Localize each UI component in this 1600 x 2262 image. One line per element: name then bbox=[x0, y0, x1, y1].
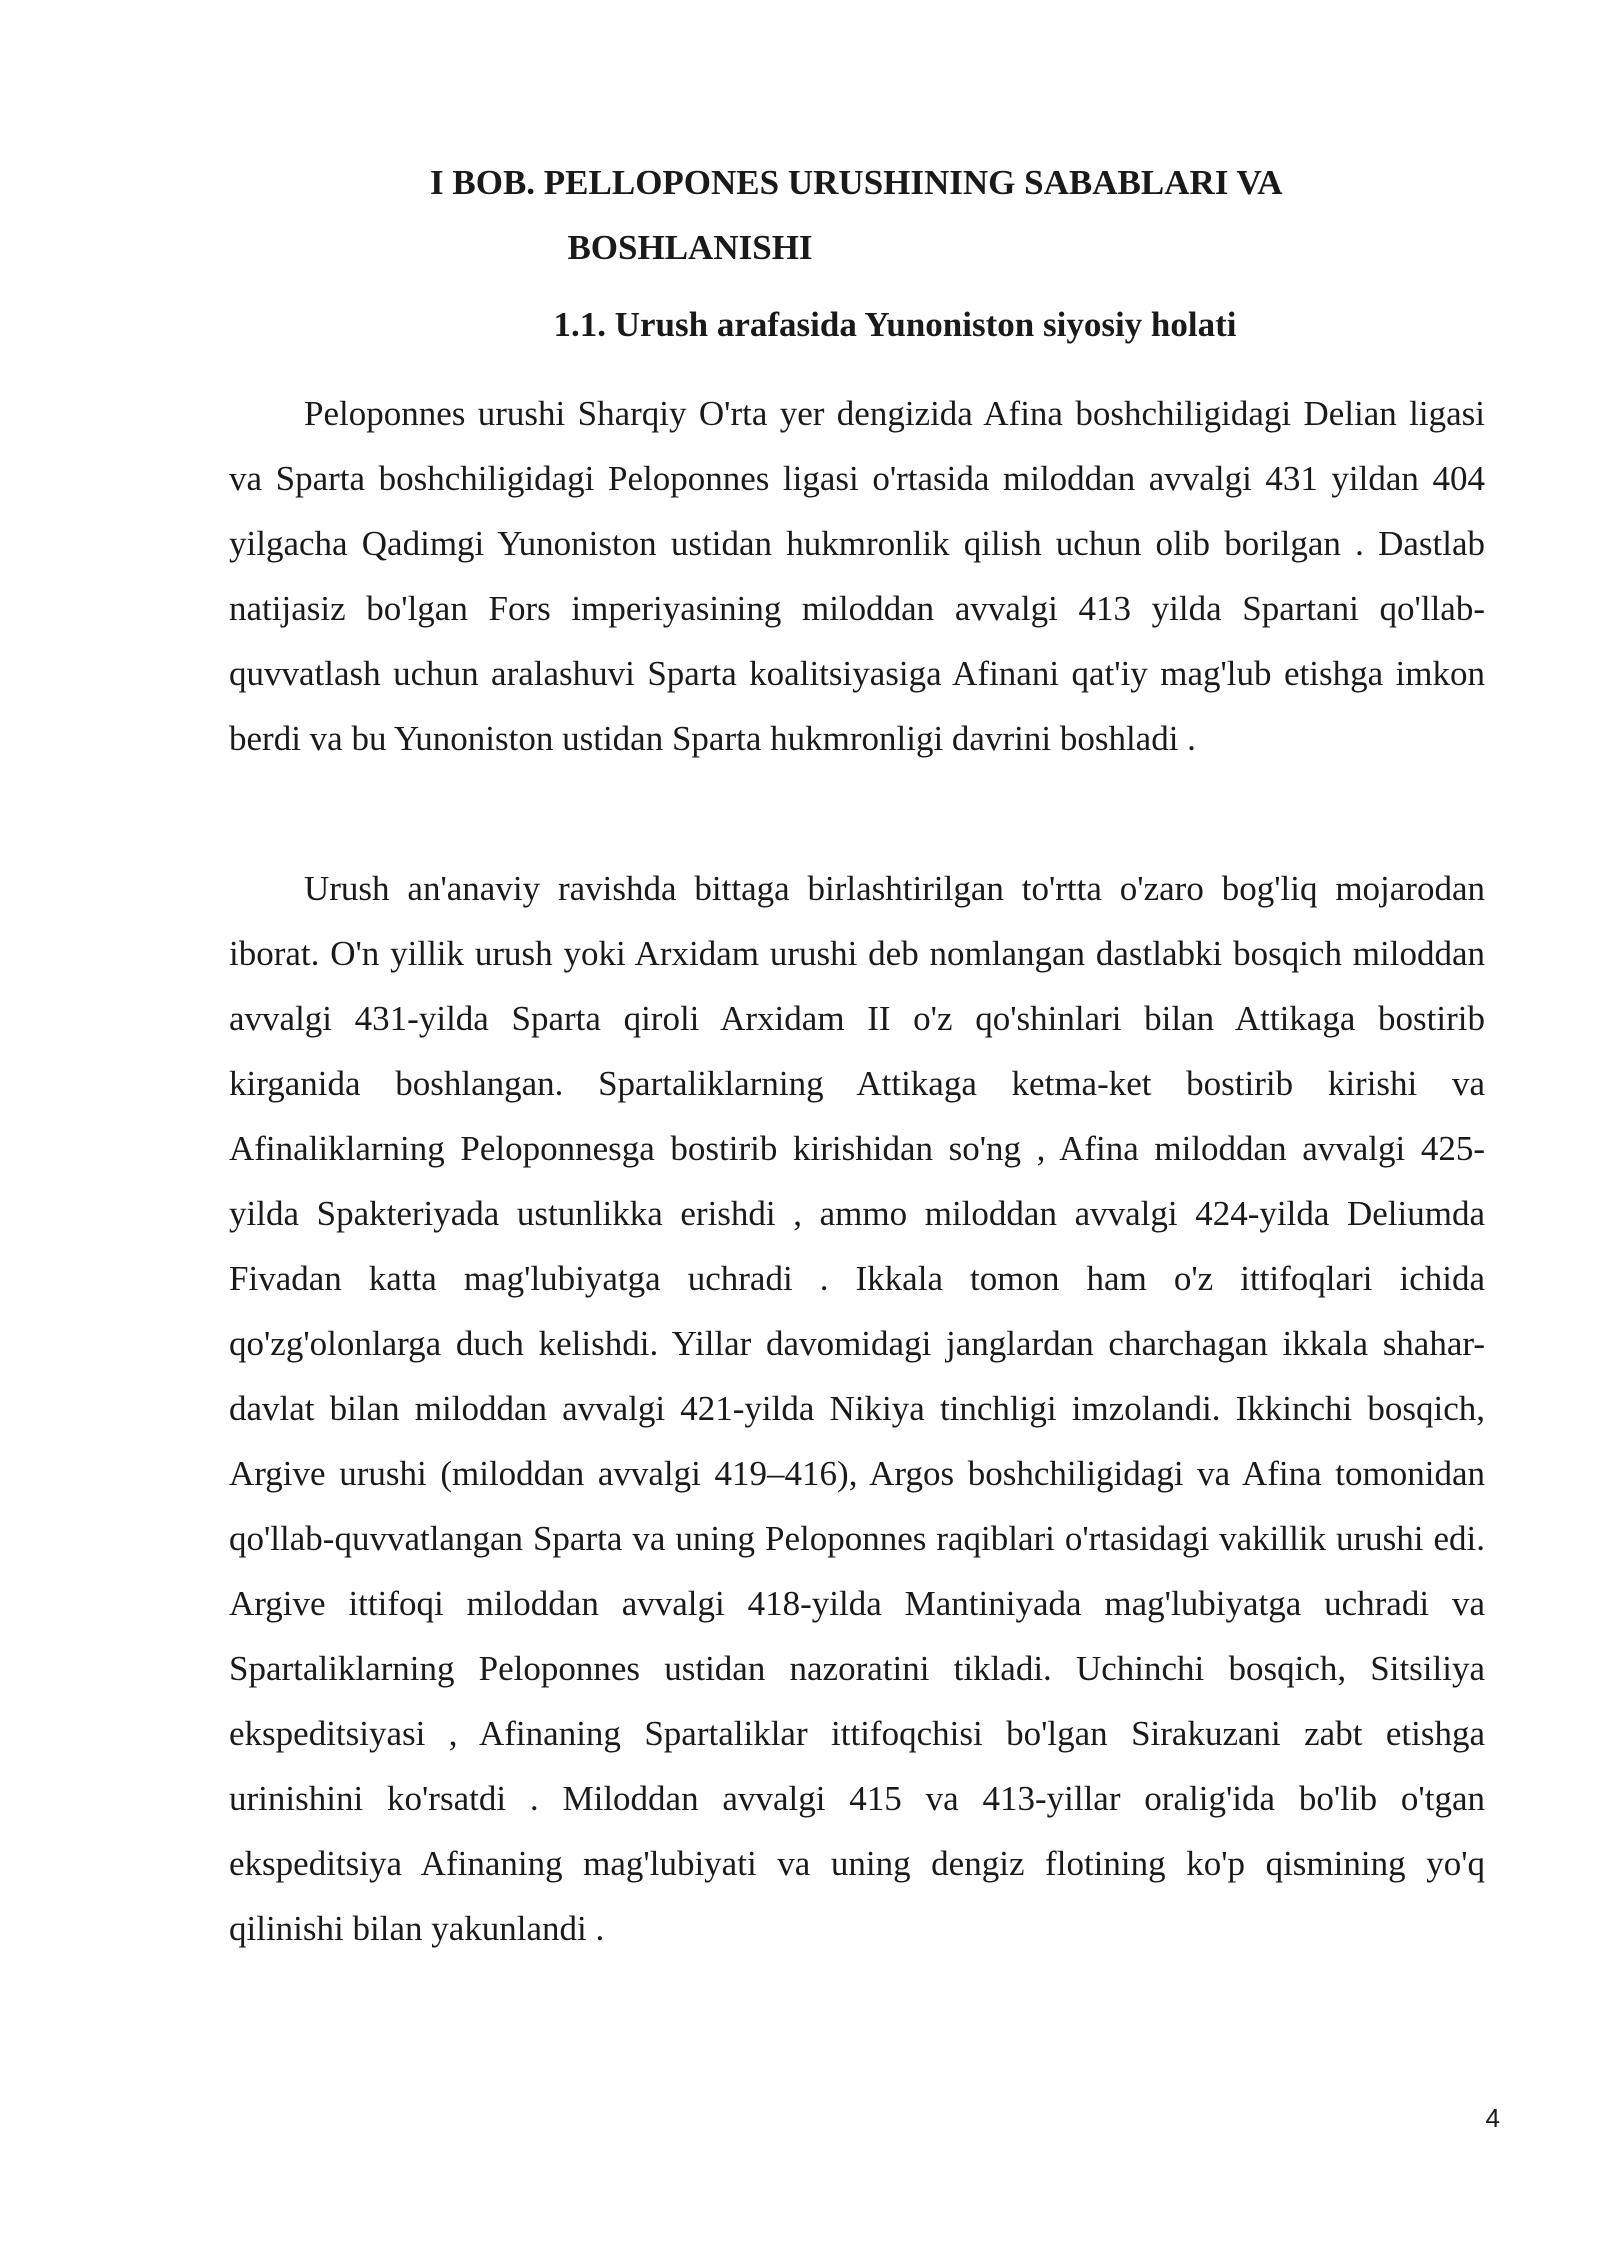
section-title: 1.1. Urush arafasida Yunoniston siyosiy holati bbox=[553, 305, 1237, 344]
body-paragraph-2: Urush an'anaviy ravishda bittaga birlashtirilgan to'rtta o'zaro bog'liq mojarodan iborat. O'n yillik urush yoki Arxidam urushi deb nomlangan dastlabki bosqich miloddan avvalgi 431-yilda Sparta qiroli Arxidam II o'z qo'shinlari bilan Attikaga bostirib kirganida boshlangan. Spartaliklarning Attikaga ketma-ket bostirib kirishi va Afinaliklarning Peloponnesga bostirib kirishidan so'ng , Afina miloddan avvalgi 425-yilda Spakteriyada ustunlikka erishdi , ammo miloddan avvalgi 424-yilda Deliumda Fivadan katta mag'lubiyatga uchradi . Ikkala tomon ham o'z ittifoqlari ichida qo'zg'olonlarga duch kelishdi. Yillar davomidagi janglardan charchagan ikkala shahar-davlat bilan miloddan avvalgi 421-yilda Nikiya tinchligi imzolandi. Ikkinchi bosqich, Argive urushi (miloddan avvalgi 419–416), Argos boshchiligidagi va Afina tomonidan qo'llab-quvvatlangan Sparta va uning Peloponnes raqiblari o'rtasidagi vakillik urushi edi. Argive ittifoqi miloddan avvalgi 418-yilda Mantiniyada mag'lubiyatga uchradi va Spartaliklarning Peloponnes ustidan nazoratini tikladi. Uchinchi bosqich, Sitsiliya ekspeditsiyasi , Afinaning Spartaliklar ittifoqchisi bo'lgan Sirakuzani zabt etishga urinishini ko'rsatdi . Miloddan avvalgi 415 va 413-yillar oralig'ida bo'lib o'tgan ekspeditsiya Afinaning mag'lubiyati va uning dengiz flotining ko'p qismining yo'q qilinishi bilan yakunlandi . bbox=[229, 869, 1485, 1948]
chapter-title-line-2: BOSHLANISHI bbox=[567, 228, 813, 267]
body-paragraph-1: Peloponnes urushi Sharqiy O'rta yer dengizida Afina boshchiligidagi Delian ligasi va Sparta boshchiligidagi Peloponnes ligasi o'rtasida miloddan avvalgi 431 yildan 404 yilgacha Qadimgi Yunoniston ustidan hukmronlik qilish uchun olib borilgan . Dastlab natijasiz bo'lgan Fors imperiyasining miloddan avvalgi 413 yilda Spartani qo'llab-quvvatlash uchun aralashuvi Sparta koalitsiyasiga Afinani qat'iy mag'lub etishga imkon berdi va bu Yunoniston ustidan Sparta hukmronligi davrini boshladi . bbox=[229, 394, 1485, 758]
chapter-title bbox=[430, 150, 1283, 280]
chapter-title-line-1: I BOB. PELLOPONES URUSHINING SABABLARI VA bbox=[430, 163, 1283, 202]
page-number: 4 bbox=[1485, 2103, 1500, 2133]
